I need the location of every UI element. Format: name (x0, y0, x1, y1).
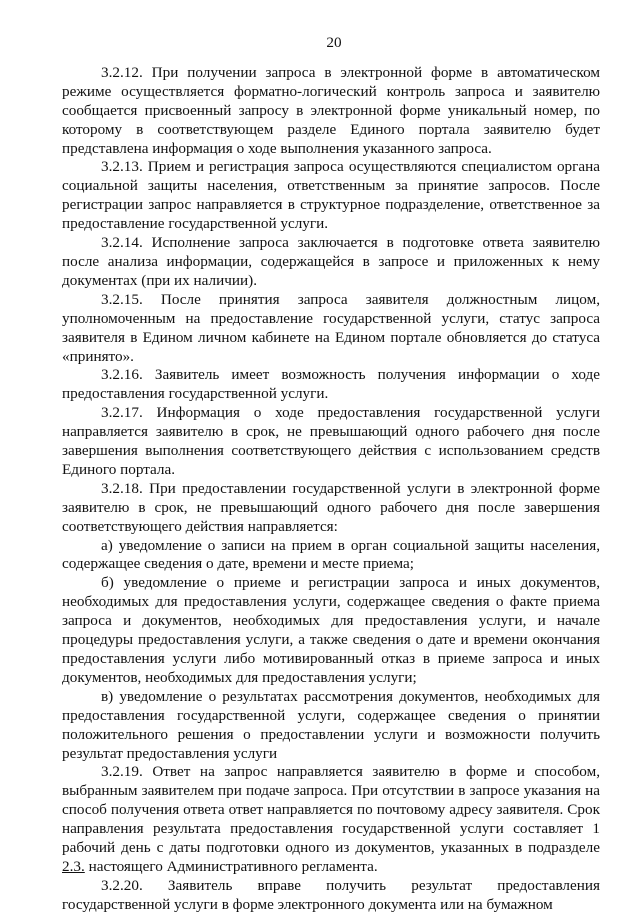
paragraph-3-2-12: 3.2.12. При получении запроса в электронной форме в автоматическом режиме осуществляется форматно-логический контроль запроса и заявителю сообщается присвоенный запросу в электронной форме уникальный номер, по которому в соответствующем разделе Единого портала заявителю будет представлена информация о ходе выполнения указанного запроса. (62, 63, 600, 157)
paragraph-3-2-14: 3.2.14. Исполнение запроса заключается в подготовке ответа заявителю после анализа информации, содержащейся в запросе и приложенных к нему документах (при их наличии). (62, 234, 600, 289)
page-number: 20 (326, 34, 342, 51)
paragraph-3-2-17: 3.2.17. Информация о ходе предоставления государственной услуги направляется заявителю в срок, не превышающий одного рабочего дня после завершения выполнения соответствующего действия с использованием средств Единого портала. (62, 404, 600, 478)
paragraph-3-2-20: 3.2.20. Заявитель вправе получить результат предоставления государственной услуги в форме электронного документа или на бумажном (62, 876, 600, 913)
subsection-reference: 2.3. (62, 857, 85, 875)
list-item-a: а) уведомление о записи на прием в орган социальной защиты населения, содержащее сведения о дате, времени и месте приема; (62, 536, 600, 573)
paragraph-3-2-19-text: 3.2.19. Ответ на запрос направляется заявителю в форме и способом, выбранным заявителем при подаче запроса. При отсутствии в запросе указания на способ получения ответа ответ направляется по почтовому адресу заявителя. Срок направления результата предоставления государственной услуги составляет 1 рабочий день с даты подготовки одного из документов, указанных в подразделе (62, 763, 600, 857)
list-item-v: в) уведомление о результатах рассмотрения документов, необходимых для предоставления государственной услуги, содержащее сведения о принятии положительного решения о предоставлении услуги и возможности получить результат предоставления услуги (62, 687, 600, 762)
paragraph-3-2-19-tail: настоящего Административного регламента. (84, 857, 378, 875)
paragraph-3-2-18: 3.2.18. При предоставлении государственной услуги в электронной форме заявителю в срок, не превышающий одного рабочего дня после завершения соответствующего действия направляется: (62, 479, 600, 535)
paragraph-3-2-16: 3.2.16. Заявитель имеет возможность получения информации о ходе предоставления государственной услуги. (62, 366, 600, 403)
paragraph-3-2-19 (62, 763, 600, 876)
paragraph-3-2-15: 3.2.15. После принятия запроса заявителя должностным лицом, уполномоченным на предоставление государственной услуги, статус запроса заявителя в Едином личном кабинете на Едином портале обновляется до статуса «принято». (62, 290, 600, 365)
list-item-b: б) уведомление о приеме и регистрации запроса и иных документов, необходимых для предоставления услуги, содержащее сведения о факте приема запроса и документов, необходимых для предоставления услуги, и начале процедуры предоставления услуги, а также сведения о дате и времени окончания предоставления услуги либо мотивированный отказ в приеме запроса и иных документов, необходимых для предоставления услуги; (62, 574, 600, 686)
paragraph-3-2-13: 3.2.13. Прием и регистрация запроса осуществляются специалистом органа социальной защиты населения, ответственным за принятие запросов. После регистрации запрос направляется в структурное подразделение, ответственное за предоставление государственной услуги. (62, 158, 600, 233)
